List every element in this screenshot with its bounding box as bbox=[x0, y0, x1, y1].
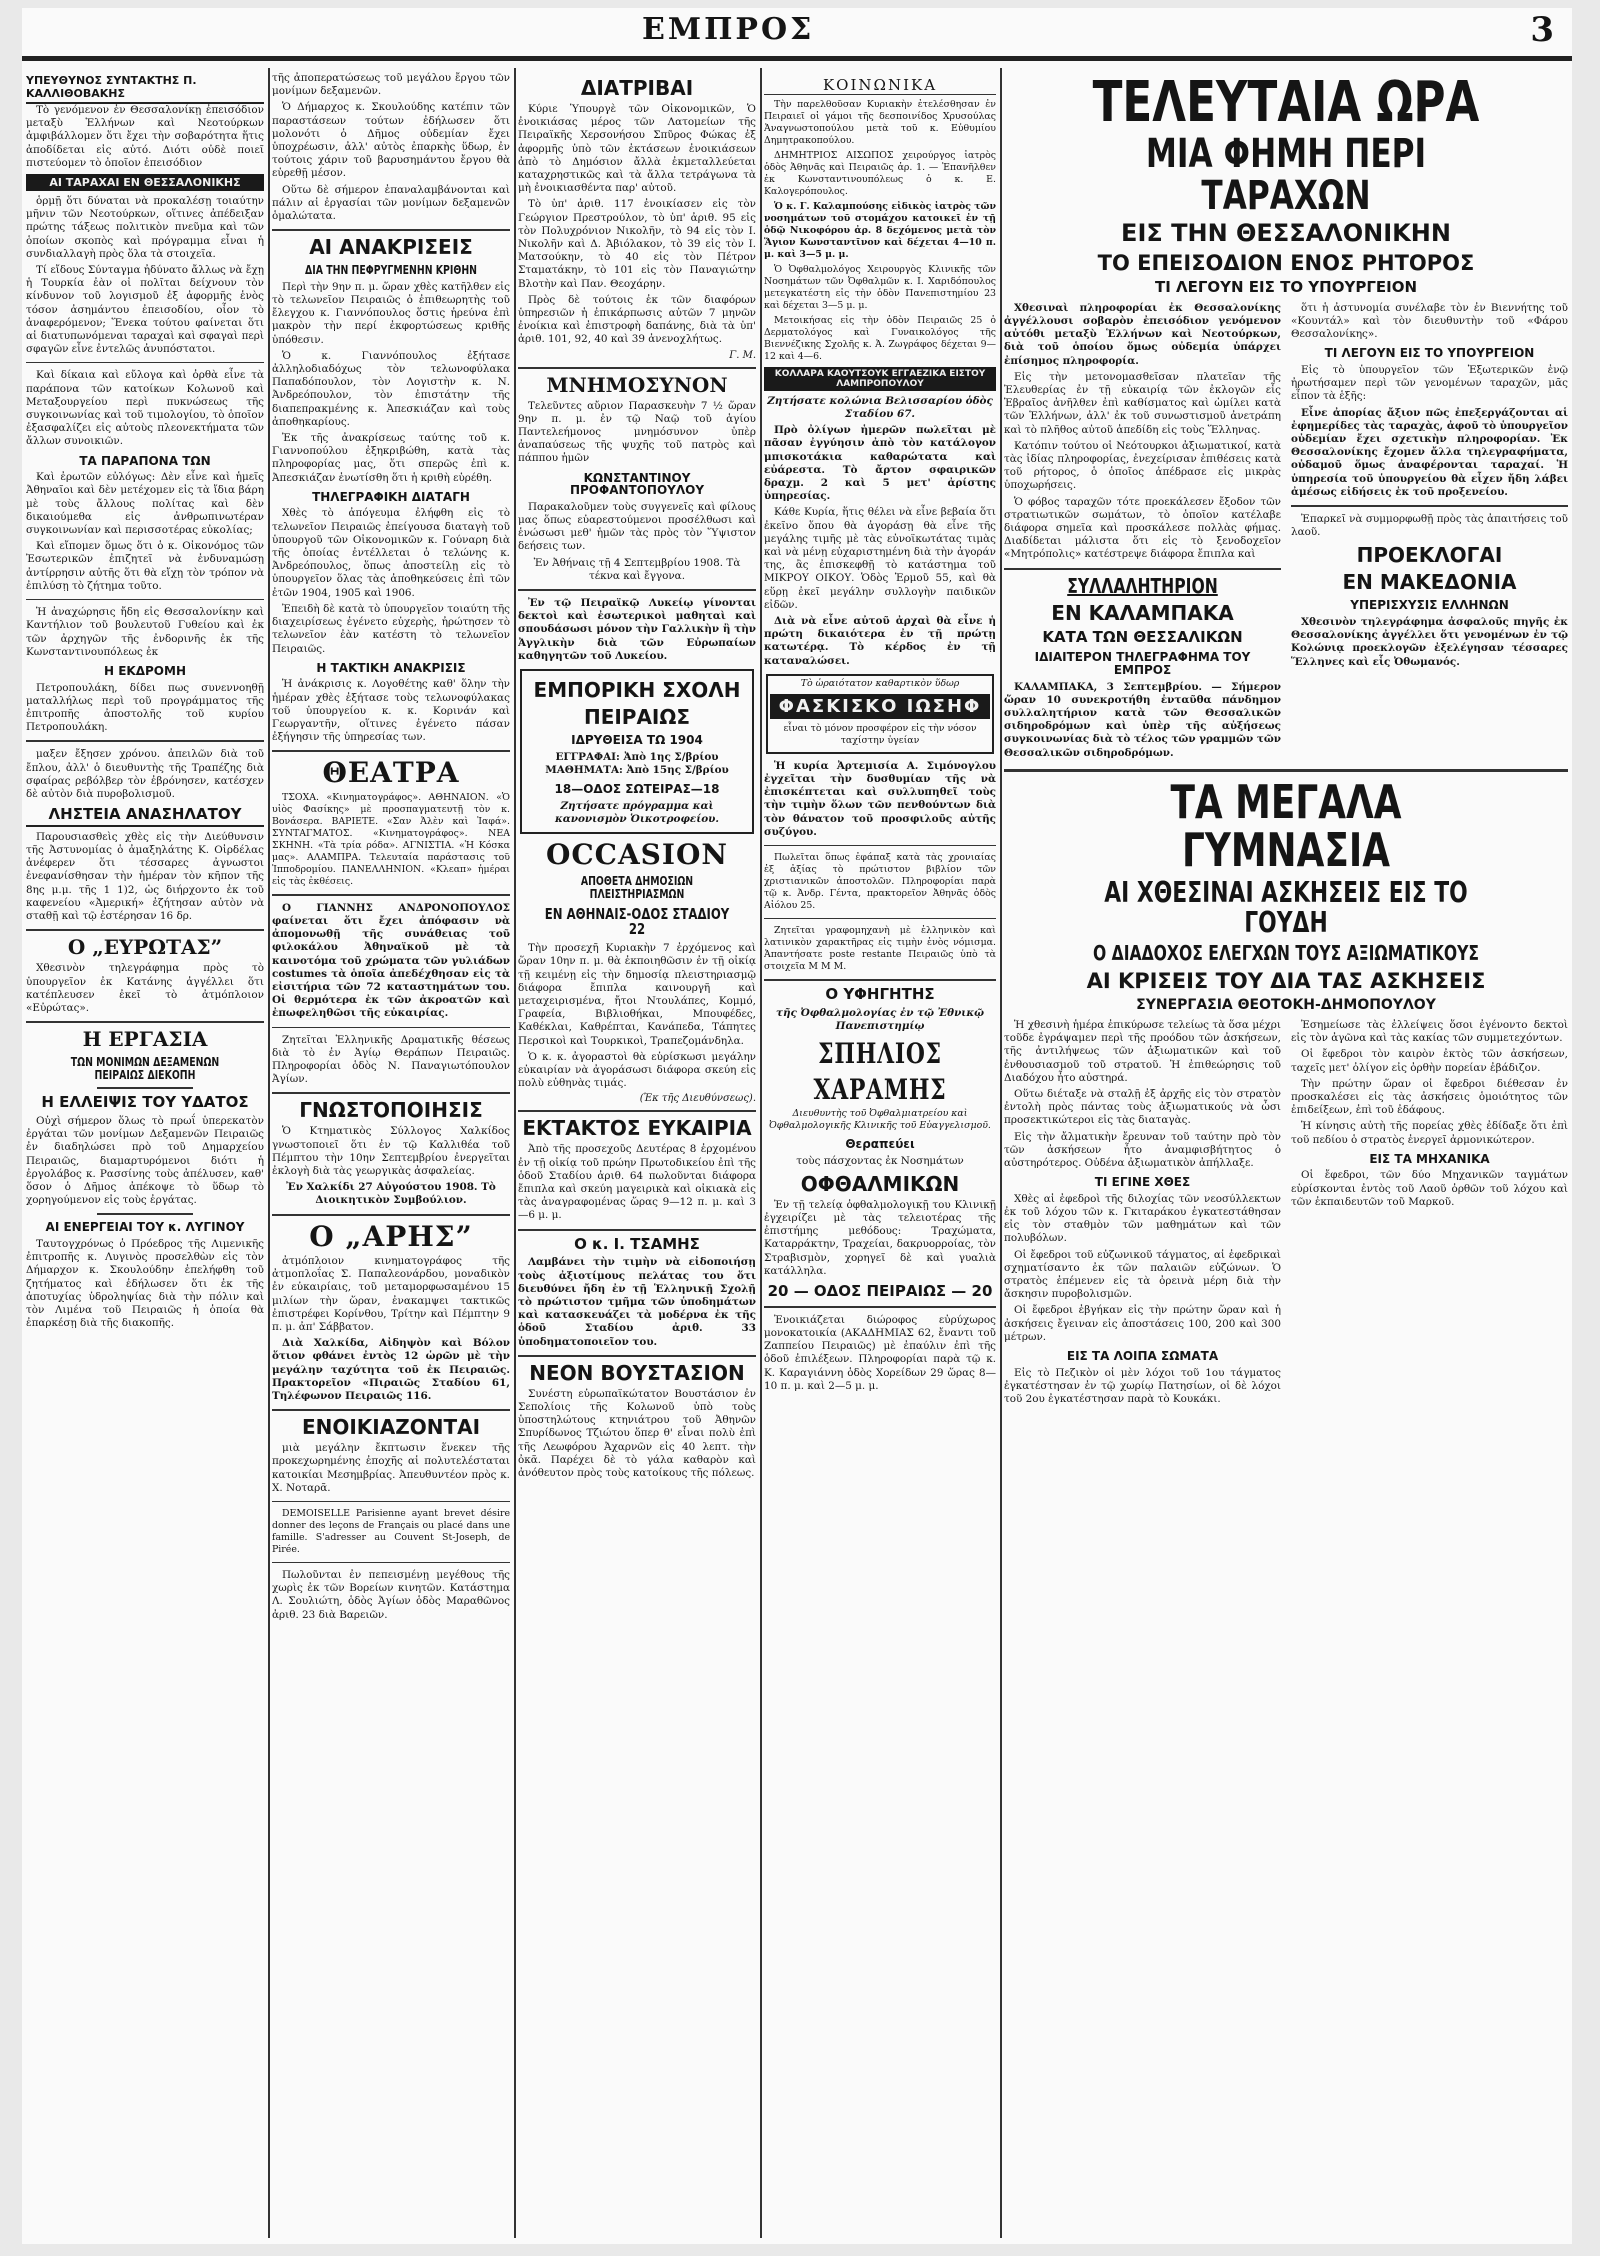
divider bbox=[1004, 568, 1281, 570]
divider bbox=[272, 1409, 510, 1411]
advertisement-text: DEMOISELLE Parisienne ayant brevet désire donner des leçons de Français ou placé dans une famille. S'adresser au Couvent St-Joseph, de Pirée. bbox=[272, 1508, 510, 1555]
ad-title: ΦΑΣΚΙΣΚΟ ΙΩΣΗΦ bbox=[770, 694, 990, 719]
doctor-treats-sub: τοὺς πάσχοντας ἐκ Νοσημάτων bbox=[796, 1154, 964, 1167]
article-paragraph: Ὁ Δήμαρχος κ. Σκουλούδης κατέπιν τῶν παραστάσεων τούτων ἐδήλωσεν ὅτι μολονότι ὁ Δῆμος οὐδεμίαν ἔχει ὑποχρέωσιν, ἀλλ' αὐτὸς ἐπαρκὴς ὕδωρ, ἐν τούτοις χάριν τοῦ βαρυσημάντου ἔργου θὰ εὑρεθῇ μέσον. bbox=[272, 101, 510, 180]
masthead bbox=[22, 8, 1572, 64]
section-heading: Ο „ΑΡΗΣ” bbox=[309, 1219, 473, 1253]
advertisement-text: Διὰ νὰ εἶνε αὐτοῦ ἀρχαὶ θὰ εἶνε ἡ πρώτη δικαιότερα ἐν τῇ πρώτῃ κατωτέρᾳ. Τὸ κέρδος ἐν τῇ καταναλώσει. bbox=[764, 615, 996, 667]
advertisement-text: Ἐν τῷ Πειραϊκῷ Λυκείῳ γίνονται δεκτοὶ καὶ ἐσωτερικοὶ μαθηταὶ καὶ σπουδάσωσι μόνον τὴν Γαλλικὴν ἢ τὴν Ἀγγλικὴν διὰ τῶν Εὐρωπαίων καθηγητῶν τοῦ Λυκείου. bbox=[518, 597, 756, 662]
article-paragraph: Κατόπιν τούτου οἱ Νεότουρκοι ἀξιωματικοί, κατὰ τὰς ἰδίας πληροφορίας, ἐνεχείρισαν ἐπιθέσεις κατὰ τοῦ ρήτορος, ὁ ὁποῖος ἀπέδρασε εἰς μικρὰς ὑποχωρήσεις. bbox=[1004, 439, 1281, 492]
divider bbox=[1291, 505, 1568, 507]
article-paragraph: Χθὲς αἱ ἐφεδροὶ τῆς διλοχίας τῶν νεοσύλλεκτων ἐκ τοῦ λόχου τῶν κ. Γκιταράκου ἐγκατεστάθησαν εἰς τὸν σταθμὸν τῶν μαθημάτων καὶ τῶν πολυβόλων. bbox=[1004, 1192, 1281, 1245]
article-paragraph: Εἰς τὴν μετονομασθεῖσαν πλατεῖαν τῆς Ἐλευθερίας ἐν τῇ εὐκαιρίᾳ τῶν ἐκλογῶν εἷς Ἑβραῖος ἀνῆλθεν ἐπὶ καθίσματος καὶ ὡμίλει κατὰ τῶν Ἑλλήνων, ἀλλ' ἐκ τοῦ συνωστισμοῦ ἀνετράπη καὶ τὸ πλῆθος αὐτοῦ ἀπεδίδη εἰς τοὺς Ἕλληνας. bbox=[1004, 370, 1281, 436]
article-paragraph: Τί εἴδους Σύνταγμα ἠδύνατο ἄλλως νὰ ἔχῃ ἡ Τουρκία ἐὰν οἱ πολῖται δείχνουν τὸν κίνδυνον τοῦ λογισμοῦ ἐξ ἀφορμῆς ἑνὸς τόσον ἀσημάντου ἐπεισοδίου, οἷον τὸ ἀναφερόμενον; Ἕνεκα τούτου φαίνεται ὅτι αἱ διατυπωνόμεναι ταραχαὶ καὶ σφαγαὶ περὶ σφαγῶν εἶνε ἐντελῶς ἀνυπόστατοι. bbox=[26, 264, 264, 356]
section-heading: Η ΤΑΚΤΙΚΗ ΑΝΑΚΡΙΣΙΣ bbox=[316, 660, 466, 675]
article-paragraph: Οἱ ἔφεδροι, τῶν δύο Μηχανικῶν ταγμάτων εὑρίσκονται ἐντὸς τοῦ Λαοῦ ὀρθῶν τοῦ λόχου καὶ τῶν ἐκπαιδευτῶν τοῦ Μαρκοῦ. bbox=[1291, 1169, 1568, 1208]
article-paragraph: Χθεσιναὶ πληροφορίαι ἐκ Θεσσαλονίκης ἀγγέλλουσι σοβαρὸν ἐπεισόδιον γενόμενον αὐτόθι μεταξὺ Ἑλλήνων καὶ Νεοτούρκων, διὰ τοῦ ὁποίου ὅμως οὐδεμία ὑπάρχει ἐπίσημος πληροφορία. bbox=[1004, 301, 1281, 367]
advertisement-text: Ζητεῖται Ἑλληνικῆς Δραματικῆς θέσεως διὰ τὸ ἐν Ἀγίῳ Θεράπων Πειραιῶς. Πληροφορίαι ὁδὸς Ν. Παναγιωτόπουλον Ἀγίων. bbox=[272, 1033, 510, 1086]
signature: Γ. Μ. bbox=[729, 349, 756, 361]
memorial-text: Τελεῦντες αὔριον Παρασκευὴν 7 ½ ὥραν 9ην π. μ. ἐν τῷ Ναῷ τοῦ ἁγίου Παντελεήμονος μνημόσυνον ὑπὲρ ἀναπαύσεως τῆς ψυχῆς τοῦ πατρὸς καὶ πάππου ἡμῶν bbox=[518, 399, 756, 465]
phaskisko-advertisement bbox=[766, 674, 994, 754]
social-item: ΔΗΜΗΤΡΙΟΣ ΑΙΣΩΠΟΣ χειρούργος ἰατρὸς ὁδὸς Ἀθηνᾶς καὶ Πειραιῶς ἀρ. 1. — Ἐπανῆλθεν ἐκ Κωνσταντινουπόλεως ὁ κ. Ε. Καλογερόπουλος. bbox=[764, 149, 996, 197]
article-paragraph: Χθεσινὸν τηλεγράφημα πρὸς τὸ ὑπουργεῖον ἐκ Κατάνης ἀγγέλλει ὅτι κατέπλευσεν ἐκεῖ τὸ ἀτμόπλοιον «Εὐρώτας». bbox=[26, 962, 264, 1014]
side-heading: ΑΙ ΤΑΡΑΧΑΙ ΕΝ ΘΕΣΣΑΛΟΝΙΚΗΣ bbox=[26, 174, 264, 191]
advertisement-text: Ἀπὸ τῆς προσεχοῦς Δευτέρας 8 ἐρχομένου ἐν τῇ οἰκίᾳ τοῦ πρώην Πρωτοδικείου ἐπὶ τῆς ὁδοῦ Σταδίου ἀριθ. 64 πωλοῦνται διάφορα ἔπιπλα καὶ σκεύη μαγειρικὰ καὶ οἰκιακὰ εἰς τὰς ἀναγραφομένας ὥρας 9—12 π. μ. καὶ 3—6 μ. μ. bbox=[518, 1143, 756, 1222]
article-paragraph: Ἡ ἀνάκρισις κ. Λογοθέτης καθ' ὅλην τὴν ἡμέραν χθὲς ἐξήτασε τοὺς τελωνοφύλακας τοῦ ὑπουργείου κ. κ. Κορινάν καὶ Γεωργαντῆν, οἵτινες ἐγένετο πάσαν ἐξήγησιν τῆς ὑπηρεσίας των. bbox=[272, 678, 510, 744]
article-paragraph: Πετροπουλάκη, δίδει πως συνεννοηθῇ ματαλλήλως περὶ τοῦ προγράμματος τῆς ἐπιτροπῆς ἀποστολῆς τοῦ κυρίου Πετροπουλάκη. bbox=[26, 681, 264, 734]
section-subheading: ΕΝ ΑΘΗΝΑΙΣ-ΟΔΟΣ ΣΤΑΔΙΟΥ 22 bbox=[544, 904, 730, 939]
subcolumn-right bbox=[1291, 302, 1568, 763]
section-heading: Η ΕΡΓΑΣΙΑ bbox=[82, 1027, 208, 1052]
doctor-subheading: τῆς Ὀφθαλμολογίας ἐν τῷ Ἐθνικῷ Πανεπιστημίῳ bbox=[775, 1006, 985, 1032]
article-paragraph: Τὴν πρώτην ὥραν οἱ ἔφεδροι διέθεσαν ἐν προσκαλέσει εἰς τὰς ἀσκήσεις ὁμοιότητος τῶν ἐπιδείξεων, ἐπὶ τοῦ ἐδάφους. bbox=[1291, 1077, 1568, 1117]
article-paragraph: Τὸ ὑπ' ἀριθ. 117 ἐνοικίασεν εἰς τὸν Γεώργιον Πρεστρούλον, τὸ ὑπ' ἀριθ. 95 εἰς τὸν Πολυχρόνιον Νικολῆν, τὸ 94 εἰς τὸν Ι. Νικολῆν καὶ Δ. Ἀβιόλακον, τὸ 39 εἰς τὸν Ι. Ματσούκην, τὸ 40 εἰς τὸν Πέτρον Σταματάκην, τὸ 101 εἰς τὸν Παναγιώτην Βλοτὴν καὶ Παν. Θεοχάρην. bbox=[518, 198, 756, 290]
article-paragraph: μαξεν ἔξησεν χρόνου. ἀπειλῶν διὰ τοῦ ἔπλου, ἀλλ' ὁ διευθυντὴς τῆς Τραπέζης διὰ σφαίρας ρεβόλβερ τὸν ἐβρόνησεν, κατέσχεν δὲ αὐτὸν διὰ πυροβολισμοῦ. bbox=[26, 748, 264, 800]
auction-text: Ὁ κ. κ. ἀγοραστοὶ θὰ εὑρίσκωσι μεγάλην εὐκαιρίαν νὰ ἀγοράσωσι διάφορα σκεύη εἰς πολὺ εὐθηνὰς τιμάς. bbox=[518, 1050, 756, 1090]
section-heading: ΠΡΟΕΚΛΟΓΑΙ bbox=[1356, 543, 1503, 568]
article-paragraph: Ἡ ἀναχώρησις ἤδη εἰς Θεσσαλονίκην καὶ Καντήλιον τοῦ βουλευτοῦ Γυθείου καὶ ἐκ τῶν ἀρχηγῶν τῆς ἐνδορινῆς ἐκ τῆς Κωνσταντινουπόλεως ἐκ bbox=[26, 606, 264, 658]
divider bbox=[26, 599, 264, 600]
section-heading: Ο „ΕΥΡΩΤΑΣ” bbox=[67, 935, 223, 960]
headline-crown-prince: Ο ΔΙΑΔΟΧΟΣ ΕΛΕΓΧΩΝ ΤΟΥΣ ΑΞΙΩΜΑΤΙΚΟΥΣ bbox=[1092, 941, 1480, 966]
school-advertisement bbox=[520, 669, 754, 834]
advertisement-text: ἀτμόπλοιον κινηματογράφος τῆς ἀτμοπλοΐας Σ. Παπαλεονάρδου, μοναδικὸν ἐν εὐκαιρίαις, τοῦ μεταμορφωσαμένου 15 μιλίων τὴν ὥραν, ἐνακαμψει τακτικῶς ἐπιστρέφει Κορίνθου, Τρίτην καὶ Πέμπτην 9 π. μ. ἀπ' Σάββατον. bbox=[272, 1254, 510, 1333]
article-paragraph: τῆς ἀποπερατώσεως τοῦ μεγάλου ἔργου τῶν μονίμων δεξαμενῶν. bbox=[272, 72, 510, 98]
article-paragraph: Εἰς τὸ Πεζικὸν οἱ μὲν λόχοι τοῦ 1ου τάγματος ἐγκατέστησαν ἐν τῷ χωρίῳ Πατησίων, οἱ δὲ λόχοι τοῦ 2ου ἐγκατέστησαν παρὰ τὸ Κουκάκι. bbox=[1004, 1366, 1281, 1405]
article-paragraph: Χθεσινὸν τηλεγράφημα ἀσφαλοῦς πηγῆς ἐκ Θεσσαλονίκης ἀγγέλλει ὅτι γενομένων ἐν τῷ Κολώνιᾳ προεκλογῶν ἐξελέγησαν τέσσαρες Ἕλληνες καὶ εἷς Ὀθωμανός. bbox=[1291, 616, 1568, 668]
article-paragraph: Πρὸς δὲ τούτοις ἐκ τῶν διαφόρων ὑπηρεσιῶν ἡ ἐπικάρπωσις αὐτῶν 7 μηνῶν ἐνοίκια καὶ ἐπιστροφὴ δαπάνης, διὰ τὰ ὑπ' ἀριθ. 101, 92, 40 καὶ 39 ἀνενοχλήτως. bbox=[518, 293, 756, 346]
advertisement-text: Πωλοῦνται ἐν πεπεισμένῃ μεγέθους τῆς χωρὶς ἐκ τῶν Βορείων κινητῶν. Κατάστημα Λ. Σουλιώτη, ὁδὸς Ἀγίων ὁδὸς Μαραθῶνος ἀριθ. 23 διὰ Βαρειῶν. bbox=[272, 1569, 510, 1621]
article-paragraph: Οὕτω δὲ σήμερον ἐπαναλαμβάνονται καὶ πάλιν αἱ ἐργασίαι τῶν μονίμων δεξαμενῶν ὁμαλώτατα. bbox=[272, 183, 510, 223]
divider bbox=[764, 918, 996, 919]
section-heading: Ο κ. Ι. ΤΣΑΜΗΣ bbox=[574, 1234, 700, 1253]
divider bbox=[764, 1306, 996, 1308]
divider bbox=[26, 362, 264, 363]
headline-episode: ΤΟ ΕΠΕΙΣΟΔΙΟΝ ΕΝΟΣ ΡΗΤΟΡΟΣ bbox=[1097, 250, 1475, 275]
two-column-block bbox=[1004, 1019, 1568, 1409]
divider bbox=[97, 1087, 192, 1089]
advertisement-text: Πρὸ ὀλίγων ἡμερῶν πωλεῖται μὲ πᾶσαν ἐγγύησιν ἀπὸ τὸν κατάλογον μπισκοτάκια καθαρώτατα καὶ εὐάρεστα. Τὸ ἄρτον σφαιρικῶν δραχμ. 2 καὶ 5 μετ' ἀρίστης ὑπηρεσίας. bbox=[764, 424, 996, 503]
social-item: Μετοικήσας εἰς τὴν ὁδὸν Πειραιῶς 25 ὁ Δερματολόγος καὶ Γυναικολόγος τῆς Βιεννέζικης Σχολῆς κ. Ἀ. Ζωγράφος δέχεται 9—12 καὶ 4—6. bbox=[764, 314, 996, 362]
side-heading: ΤΑ ΠΑΡΑΠΟΝΑ ΤΩΝ bbox=[79, 453, 211, 468]
doctor-address: 20 — ΟΔΟΣ ΠΕΙΡΑΙΩΣ — 20 bbox=[767, 1281, 993, 1300]
article-paragraph: Χθὲς τὸ ἀπόγευμα ἐλήφθη εἰς τὸ τελωνεῖον Πειραιῶς ἐπείγουσα διαταγὴ τοῦ ὑπουργοῦ τῶν Οἰκονομικῶν κ. Γούναρη διὰ τῆς ὁποίας ἐντέλλεται ὁ τελώνης κ. Ἀνδρεόπουλος, ὅπως ἀποστείλῃ εἰς τὸ ὑπουργεῖον ὅλας τὰς ἀποθηκεύσεις ἐπὶ τῶν ἐτῶν 1904, 1905 καὶ 1906. bbox=[272, 507, 510, 599]
divider bbox=[272, 894, 510, 896]
divider bbox=[518, 589, 756, 591]
column-rule bbox=[514, 68, 516, 2238]
advertisement-text: Ο ΓΙΑΝΝΗΣ ΑΝΔΡΟΝΟΠΟΥΛΟΣ φαίνεται ὅτι ἔχει ἀπόφασιν νὰ ἀπομονωθῇ τῆς συνάθειας τοῦ φιλοκάλου Ἀθηναϊκοῦ μὲ τὰ καινοτόμα τοῦ χρώματα τῶν γυλιάδων costumes τὰ ὁποῖα ἀπεδέχθησαν εἰς τὰ εἰσιτήρια τῶν 72 καταστημάτων του. Οἱ θερμότερα ἐκ τῶν ἀκροατῶν καὶ ἐπωφεληθῶσι τῆς εὐκαιρίας. bbox=[272, 901, 510, 1020]
advertisement-text: Πωλεῖται ὅπως ἐφάπαξ κατὰ τὰς χρονιαίας ἐξ ἀξίας τὸ πρώτιστον βιβλίον τῶν χριστιανικῶν ἀποστολῶν. Πληροφορίαι παρὰ τῷ κ. Ἀνδρ. Γέντα, πρακτορεῖον Ἀθηνᾶς ὁδὸς Αἰόλου 25. bbox=[764, 852, 996, 912]
article-paragraph: Οἱ ἔφεδροι ἐβγήκαν εἰς τὴν πρώτην ὥραν καὶ ἡ ἀσκήσεις ἔγειναν εἰς ἀποστάσεις 100, 200 καὶ 300 μέτρων. bbox=[1004, 1304, 1281, 1343]
page-number: 3 bbox=[1530, 10, 1554, 50]
article-paragraph: Ταυτογχρόνως ὁ Πρόεδρος τῆς Λιμενικῆς ἐπιτροπῆς κ. Λυγινὸς προσελθὼν εἰς τὸν Δήμαρχον κ. Σκουλούδην ἐπελήφθη τοῦ ζητήματος καὶ ἐδήλωσεν ὅτι ἐκ τῆς ἀποτυχίας ὑδροληψίας διὰ τὴν πόλιν καὶ τὸν Λιμένα τοῦ Πειραιῶς ἡ ὁποία θὰ ἐπαρκέσῃ διὰ τῆς διακοπῆς. bbox=[26, 1238, 264, 1330]
divider bbox=[764, 979, 996, 981]
article-paragraph: ΚΑΛΑΜΠΑΚΑ, 3 Σεπτεμβρίου. — Σήμερον ὥραν 10 συνεκροτήθη ἐνταῦθα πάνδημον συλλαλητήριον κατὰ τῶν Θεσσαλικῶν σιδηροδρόμων καὶ ὑπὲρ τῆς αὐξήσεως συγκοινωνίας διὰ τὸ τέλος τῶν γραμμῶν τῶν Θεσσαλικῶν σιδηροδρόμων. bbox=[1004, 680, 1281, 759]
advertisement-text: Ζητεῖται γραφομηχανὴ μὲ ἑλληνικὸν καὶ λατινικὸν χαρακτῆρας εἰς τιμὴν ἑνὸς νόμισμα. Ἀπαντήσατε poste restante Πειραιῶς ὑπὸ τὰ στοιχεῖα Μ Μ Μ. bbox=[764, 925, 996, 973]
column-2 bbox=[272, 72, 510, 2238]
article-paragraph: Οὐχὶ σήμερον ὅλως τὸ πρωΐ ὑπερεκατὸν ἐργάται τῶν μονίμων Δεξαμενῶν Πειραιῶς ἐν διαδηλώσει πρὸ τοῦ Δημαρχείου Πειραιῶς, διαμαρτυρόμενοι διότι ἡ ἐργολάβος κ. Ρασσίνης τοὺς ἀπέλυσεν, καθ' ὅσον ὁ Δῆμος ἀπέκοψε τὸ ὕδωρ τὸ χορηγούμενον εἰς τοὺς ἐργάτας. bbox=[26, 1115, 264, 1207]
article-paragraph: Οὕτω διέταξε νὰ σταλῇ ἐξ ἀρχῆς εἰς τὸν στρατὸν ἐντολὴ πρὸς πάντας τοὺς ἀξιωματικούς νὰ ὦσι προσεκτικώτεροι εἰς τὰς διαταγὰς. bbox=[1004, 1087, 1281, 1127]
divider bbox=[272, 1027, 510, 1028]
advertisement-text: Λαμβάνει τὴν τιμὴν νὰ εἰδοποιήσῃ τοὺς ἀξιοτίμους πελάτας του ὅτι διευθύνει ἤδη ἐν τῇ Ἑλληνικῇ Σχολῇ τὸ πρώτιστον τμῆμα τῶν ὑποδημάτων καὶ κατασκευάζει τὰ μοδέρνα ἐκ τῆς ὁδοῦ Σταδίου ἀριθ. 33 ὑποδηματοποιεῖον του. bbox=[518, 1256, 756, 1348]
article-paragraph: Ἡ κίνησις αὐτὴ τῆς πορείας χθὲς ἐδίδαξε ὅτι ἐπὶ τοῦ πεδίου ὁ στρατὸς ἐνεργεῖ ἀρμονικώτερον. bbox=[1291, 1120, 1568, 1146]
section-subheading: ΙΔΙΑΙΤΕΡΟΝ ΤΗΛΕΓΡΑΦΗΜΑ ΤΟΥ ΕΜΠΡΟΣ bbox=[1034, 650, 1251, 677]
subcolumn-right bbox=[1291, 1019, 1568, 1409]
section-subheading: ΚΑΤΑ ΤΩΝ ΘΕΣΣΑΛΙΚΩΝ bbox=[1042, 627, 1243, 646]
headline-judgements: ΑΙ ΚΡΙΣΕΙΣ ΤΟΥ ΔΙΑ ΤΑΣ ΑΣΚΗΣΕΙΣ bbox=[1086, 969, 1486, 994]
section-heading: ΕΝ ΜΑΚΕΔΟΝΙΑ bbox=[1342, 570, 1517, 595]
doctor-heading: Ο ΥΦΗΓΗΤΗΣ bbox=[825, 985, 935, 1004]
masthead-rule bbox=[22, 56, 1572, 61]
two-column-block bbox=[1004, 302, 1568, 763]
section-heading: Η ΕΛΛΕΙΨΙΣ ΤΟΥ ΥΔΑΤΟΣ bbox=[41, 1093, 249, 1112]
subcolumn-left bbox=[1004, 1019, 1281, 1409]
article-paragraph: Καὶ εἴπομεν ὅμως ὅτι ὁ κ. Οἰκονόμος τῶν Ἐσωτερικῶν ἐπιζητεῖ νὰ ἐνδυναμώσῃ ἀντίρρησιν αὐτῆς ὅτι θὰ εἴχῃ τὸν τρόπον νὰ ἐπιλύσῃ τὸ ζήτημα τοῦτο. bbox=[26, 540, 264, 592]
article-paragraph: Καὶ ἐρωτῶν εὐλόγως: Δὲν εἶνε καὶ ἡμεῖς Ἀθηναῖοι καὶ δὲν μετέχομεν εἰς τὰ ἴδια βάρη μὲ τοὺς ἄλλους πολίτας καὶ δὲν δικαιούμεθα εἰς ἀνθρωπινωτέραν συγκοινωνίαν καὶ περισσοτέρας εὐκολίας; bbox=[26, 471, 264, 537]
advertisement-text: Κάθε Κυρία, ἥτις θέλει νὰ εἶνε βεβαία ὅτι ἐκεῖνο ὅπου θὰ ἀγοράσῃ θὰ εἶνε τῆς μεγάλης τιμῆς μὲ τὰς εὐνοϊκωτάτας τιμὰς καὶ νὰ μένῃ εὐχαριστημένη διὰ τὴν ἀγοράν της, ἂς ἐπισκεφθῇ τὸ κατάστημα τοῦ ΜΙΚΡΟΥ ΟΙΚΟΥ. Ὁδὸς Ἑρμοῦ 55, καὶ θὰ εὕρῃ ἐκεῖ μεγάλην συλλογὴν παιδικῶν εἰδῶν. bbox=[764, 506, 996, 611]
divider bbox=[272, 1214, 510, 1216]
advertisement-text: Ἐνοικιάζεται διώροφος εὐρύχωρος μονοκατοικία (ΑΚΑΔΗΜΙΑΣ 62, ἔναντι τοῦ Ζαππείου Πειραιῶς) μὲ ἐπαύλιν ἐπὶ τῆς ὁδοῦ ἐπιλέξεων. Πληροφορίαι παρὰ τῷ κ. Κ. Καραγιάννη ὁδὸς Χορείδων 29 ὥρας 8—10 π. μ. καὶ 2—5 μ. μ. bbox=[764, 1313, 996, 1392]
divider bbox=[272, 1562, 510, 1563]
divider bbox=[518, 1229, 756, 1231]
article-paragraph: Ἐσημείωσε τὰς ἐλλείψεις ὅσοι ἐγένοντο δεκτοὶ εἰς τὸν ἀγῶνα καὶ τὰς κακίας τῶν συμμετεχόντων. bbox=[1291, 1018, 1568, 1045]
divider bbox=[764, 845, 996, 846]
column-4 bbox=[764, 72, 996, 2238]
section-subheading: ΤΩΝ ΜΟΝΙΜΩΝ ΔΕΞΑΜΕΝΩΝ ΠΕΙΡΑΙΩΣ ΔΙΕΚΟΠΗ bbox=[70, 1055, 220, 1082]
divider bbox=[518, 1355, 756, 1357]
section-heading: ΤΗΛΕΓΡΑΦΙΚΗ ΔΙΑΤΑΓΗ bbox=[312, 489, 470, 504]
section-heading: ΕΝ ΚΑΛΑΜΠΑΚΑ bbox=[1051, 600, 1234, 625]
school-registration: ΕΓΓΡΑΦΑΙ: Ἀπὸ 1ης Σ/βρίου ΜΑΘΗΜΑΤΑ: Ἀπὸ 15ης Σ/βρίου bbox=[545, 750, 729, 776]
section-heading: ΜΝΗΜΟΣΥΝΟΝ bbox=[546, 372, 728, 397]
section-heading: ΕΙΣ ΤΑ ΜΗΧΑΝΙΚΑ bbox=[1369, 1151, 1490, 1166]
doctor-title: Διευθυντὴς τοῦ Ὀφθαλμιατρείου καὶ Ὀφθαλμολογικῆς Κλινικῆς τοῦ Εὐαγγελισμοῦ. bbox=[769, 1107, 991, 1131]
section-heading: ΣΥΛΛΑΛΗΤΗΡΙΟΝ bbox=[1067, 573, 1218, 598]
newspaper-page bbox=[22, 8, 1572, 2244]
section-heading: ΕΙΣ ΤΑ ΛΟΙΠΑ ΣΩΜΑΤΑ bbox=[1066, 1348, 1219, 1363]
school-city: ΠΕΙΡΑΙΩΣ bbox=[583, 705, 691, 730]
section-heading: ΚΟΙΝΩΝΙΚΑ bbox=[764, 78, 996, 95]
ad-bottomline: εἶναι τὸ μόνον προσφέρον εἰς τὴν νόσον ταχίστην ὑγείαν bbox=[783, 722, 977, 746]
article-paragraph: Οἱ ἔφεδροι τοῦ εὐζωνικοῦ τάγματος, αἱ ἐφεδρικαὶ σχηματίσαντο ἐκ τῶν παλαιῶν εὐζώνων. Ὁ στρατὸς ἐπέμενεν εἰς τὰ ὀρεινὰ μέρη διὰ τὴν ἄσκησιν πυροβολισμῶν. bbox=[1004, 1248, 1281, 1301]
headline-ministry: ΤΙ ΛΕΓΟΥΝ ΕΙΣ ΤΟ ΥΠΟΥΡΓΕΙΟΝ bbox=[1154, 278, 1418, 297]
divider bbox=[518, 367, 756, 369]
article-paragraph: Παρουσιασθεὶς χθὲς εἰς τὴν Διεύθυνσιν τῆς Ἀστυνομίας ὁ ἀμαξηλάτης Κ. Οἰρδέλας ἀνέφερεν ὅτι τέσσαρες ἀγνωστοι ἐνεφανίσθησαν τὴν ἡμέραν τὸν κῆπον τῆς 8ης μ.μ. τῆς 1 1)2, ὡς διήρχοντο ἐκ τοῦ καφενείου «Ἀμερική» ἐζήτησαν αὐτὸν νὰ σταθῇ καὶ τῷ ἐστέρησαν 16 δρ. bbox=[26, 830, 264, 923]
section-subheading: ΥΠΕΡΙΣΧΥΣΙΣ ΕΛΛΗΝΩΝ bbox=[1350, 598, 1509, 613]
section-heading: ΝΕΟΝ ΒΟΥΣΤΑΣΙΟΝ bbox=[529, 1360, 745, 1385]
headline-cooperation: ΣΥΝΕΡΓΑΣΙΑ ΘΕΟΤΟΚΗ-ΔΗΜΟΠΟΥΛΟΥ bbox=[1136, 997, 1436, 1014]
column-1 bbox=[26, 72, 264, 2238]
article-paragraph: Ἐπειδὴ δὲ κατὰ τὸ ὑπουργεῖον τοιαύτη τῆς διαχειρίσεως ἐγένετο εὐχερὴς, ἠρώτησεν τὸ τελωνεῖον ἐὰν κατέστη τὸ τελωνεῖον Πειραιῶς. bbox=[272, 602, 510, 655]
memorial-text: Παρακαλοῦμεν τοὺς συγγενεῖς καὶ φίλους μας ὅπως εὐαρεστούμενοι προσέλθωσι καὶ ἑνώσωσι μεθ' ἡμῶν τὰς πρὸς τὸν Ὕψιστον δεήσεις των. bbox=[518, 500, 756, 553]
notice-text: Ὁ Κτηματικὸς Σύλλογος Χαλκίδος γνωστοποιεῖ ὅτι ἐν τῷ Καλλιθέα τοῦ Πέμπτου τὴν 10ην Σεπτεμβρίου ἐνεργεῖται ἐκλογὴ διὰ τὰς γεωργικὰς ἀσφαλείας. bbox=[272, 1125, 510, 1177]
masthead-title: ΕΜΠΡΟΣ bbox=[642, 12, 815, 47]
section-heading: ΤΙ ΕΓΙΝΕ ΧΘΕΣ bbox=[1094, 1175, 1191, 1190]
article-paragraph: Ὁ φόβος ταραχῶν τότε προεκάλεσεν ἔξοδον τῶν στρατιωτικῶν σωμάτων, τὸ ὁποῖον κατέλαβε διάφορα σημεῖα καὶ προσκάλεσε πολλὰς φήμας. Διαδίδεται μάλιστα ὅτι εἰς τὸ ξενοδοχεῖον «Μητρόπολις» κατέστρεψε διάφορα ἔπιπλα καὶ bbox=[1004, 495, 1281, 561]
school-address: 18—ΟΔΟΣ ΣΩΤΕΙΡΑΣ—18 bbox=[554, 782, 720, 797]
thanks-notice: Ἡ κυρία Ἀρτεμισία Α. Σιμόνογλου ἐγχεῖται τὴν δυσθυμίαν τῆς νὰ ἐπισκέπτεται καὶ συλλυπηθεῖ τοὺς τὴν τιμὴν ὅλων τῶν πενθούντων διὰ τὸν θάνατον τοῦ προσφιλοῦς αὐτῆς συζύγου. bbox=[764, 759, 996, 838]
divider bbox=[26, 1021, 264, 1023]
column-rule bbox=[760, 68, 762, 2238]
social-item: Ὁ κ. Γ. Καλαμπούσης εἰδικὸς ἰατρὸς τῶν νοσημάτων τοῦ στομάχου κατοικεῖ ἐν τῇ ὁδῷ Νικοφόρου ἀρ. 8 δεχόμενος μετὰ τὸν Ἅγιον Κωνσταντῖνον καὶ δέχεται 4—10 π. μ. καὶ 3—5 μ. μ. bbox=[764, 200, 996, 260]
divider bbox=[97, 1213, 192, 1215]
advertisement-text: μιὰ μεγάλην ἔκπτωσιν ἕνεκεν τῆς προκεχωρημένης ἐποχῆς αἱ πολυτελέσταται κατοικίαι Μεσημβρίας. Ἀπευθυντέον πρὸς κ. Χ. Νοταρᾶ. bbox=[272, 1442, 510, 1494]
section-heading: ΕΝΟΙΚΙΑΖΟΝΤΑΙ bbox=[301, 1415, 481, 1440]
social-item: Τὴν παρελθοῦσαν Κυριακὴν ἐτελέσθησαν ἐν Πειραιεῖ οἱ γάμοι τῆς δεσποινίδος Χρυσούλας Ἀναγνωστοπούλου μετὰ τοῦ κ. Εὐθυμίου Δημητρακοπούλου. bbox=[764, 98, 996, 146]
school-founded: ΙΔΡΥΘΕΙΣΑ ΤΩ 1904 bbox=[571, 733, 703, 748]
doctor-specialty: ΟΦΘΑΛΜΙΚΩΝ bbox=[800, 1171, 960, 1196]
school-title: ΕΜΠΟΡΙΚΗ ΣΧΟΛΗ bbox=[533, 678, 741, 703]
memorial-name: ΚΩΝΣΤΑΝΤΙΝΟΥ ΠΡΟΦΑΝΤΟΠΟΥΛΟΥ bbox=[569, 470, 705, 498]
section-heading: ΤΙ ΛΕΓΟΥΝ ΕΙΣ ΤΟ ΥΠΟΥΡΓΕΙΟΝ bbox=[1324, 346, 1535, 361]
section-subheading: ΑΠΟΘΕΤΑ ΔΗΜΟΣΙΩΝ ΠΛΕΙΣΤΗΡΙΑΣΜΩΝ bbox=[580, 874, 694, 902]
article-paragraph: Ἐπαρκεῖ νὰ συμμορφωθῇ πρὸς τὰς ἀπαιτήσεις τοῦ λαοῦ. bbox=[1291, 513, 1568, 539]
article-paragraph: Εἶνε ἀπορίας ἄξιον πῶς ἐπεξεργάζονται αἱ ἐφημερίδες τὰς ταραχὰς, ἀφοῦ τὸ ὑπουργεῖον οὐδεμίαν ἔχει σχετικὴν πληροφορίαν. Ἐκ Θεσσαλονίκης ἔχομεν ἄλλα τηλεγραφήματα, οὐδαμοῦ ὅμως ἀναφέρονται ταραχαί. Ἡ ὑπηρεσία τοῦ ὑπουργείου θὰ εἶχεν ἤδη λάβει ἀμέσως εἰδήσεις ἐκ τοῦ προξενείου. bbox=[1291, 406, 1568, 498]
article-paragraph: Καὶ δίκαια καὶ εὔλογα καὶ ὀρθὰ εἶνε τὰ παράπονα τῶν κατοίκων Κολωνοῦ καὶ Μεταξουργείου περὶ πυκνώσεως τῆς συγκοινωνίας καὶ τοῦ τιμολογίου, τὸ ὁποῖον ἐξασφαλίζει εἰς αὐτοὺς πλεονεκτήματα τῶν ἄλλων συνοικιῶν. bbox=[26, 369, 264, 448]
ad-subline: Ζητήσατε κολώνια Βελισσαρίου ὁδὸς Σταδίου 67. bbox=[767, 394, 993, 420]
section-heading: OCCASION bbox=[546, 838, 728, 872]
column-3 bbox=[518, 72, 756, 2238]
theatre-listings: ΤΣΟΧΑ. «Κινηματογράφος». ΑΘΗΝΑΙΟΝ. «Ὁ υἱὸς Φασίκης» μὲ προσπαγματευτῇ τὸν κ. Βονάσερα. ΒΑΡΙΕΤΕ. «Σαν Ἀλὲν καὶ Ἰαφά». ΣΥΝΤΑΓΜΑΤΟΣ. «Κινηματογράφος». ΝΕΑ ΣΚΗΝΗ. «Τὰ τρία ρόδα». ΑΓΝΙΣΤΙΑ. «Ἡ Κόσκα μας». ΑΛΑΜΠΡΑ. Τελευταία παράστασις τοῦ Ἰπποδρομίου. ΠΑΝΕΛΛΗΝΙΟΝ. «Κλεαπ» ἡμέραι εἰς τὰς ἐκθέσεις. bbox=[272, 791, 510, 887]
article-paragraph: Εἰς τὴν ἄλματικὴν ἔρευναν τοῦ ταύτην πρὸ τὸν τῶν ἀσκήσεων ἦτο ἀναμφισβήτητος ὁ αὐστηρότερος. Οὐδένα ἀξιωματικὸν ἀπήλλαξε. bbox=[1004, 1130, 1281, 1169]
headline-thessaloniki: ΕΙΣ ΤΗΝ ΘΕΣΣΑΛΟΝΙΚΗΝ bbox=[1121, 218, 1451, 247]
ad-banner: ΚΟΛΛΑΡΑ ΚΑΟΥΤΣΟΥΚ ΕΓΓΑΕΖΙΚΑ ΕΙΣΤΟΥ ΛΑΜΠΡΟΠΟΥΛΟΥ bbox=[764, 367, 996, 391]
editor-byline: ΥΠΕΥΘΥΝΟΣ ΣΥΝΤΑΚΤΗΣ Π. ΚΑΛΛΙΘΟΒΑΚΗΣ bbox=[26, 72, 264, 104]
divider bbox=[272, 750, 510, 752]
article-paragraph: Οἱ ἔφεδροι τὸν καιρὸν ἐκτὸς τῶν ἀσκήσεων, ταχεῖς μετ' ὀλίγον εἰς ὀρθὴν πορείαν ἐβάδιζον. bbox=[1291, 1048, 1568, 1074]
social-item: Ὁ Ὀφθαλμολόγος Χειρουργὸς Κλινικῆς τῶν Νοσημάτων τῶν Ὀφθαλμῶν κ. Ι. Χαριδόπουλος μετεγκατέστη εἰς τὴν ὁδὸν Πανεπιστημίου 23 καὶ δέχεται 3—5 μ. μ. bbox=[764, 263, 996, 311]
divider bbox=[518, 1110, 756, 1112]
headline-rumour: ΜΙΑ ΦΗΜΗ ΠΕΡΙ ΤΑΡΑΧΩΝ bbox=[1145, 130, 1427, 219]
divider bbox=[1004, 769, 1568, 772]
divider bbox=[272, 1092, 510, 1094]
subcolumn-left bbox=[1004, 302, 1281, 763]
section-heading: ΕΚΤΑΚΤΟΣ ΕΥΚΑΙΡΙΑ bbox=[522, 1116, 752, 1141]
headline-last-hour: ΤΕΛΕΥΤΑΙΑ ΩΡΑ bbox=[1092, 72, 1480, 135]
article-paragraph: Εἰς τὸ ὑπουργεῖον τῶν Ἐξωτερικῶν ἐνῷ ἠρωτήσαμεν περὶ τῶν γενομένων ταραχῶν, μᾶς εἶπον τὰ ἑξῆς: bbox=[1291, 363, 1568, 403]
advertisement-text: Διὰ Χαλκίδα, Αἰδηψὸν καὶ Βόλον ὅτιον φθάνει ἐντὸς 12 ὡρῶν μὲ τὴν μεγάλην ταχύτητα τοῦ ἐκ Πειραιῶς. Πρακτορεῖον «Πιραιῶς Σταδίου 61, Τηλέφωνον Πειραιῶς 116. bbox=[272, 1337, 510, 1402]
column-5 bbox=[1004, 72, 1568, 2238]
section-heading: ΓΝΩΣΤΟΠΟΙΗΣΙΣ bbox=[299, 1098, 483, 1123]
article-paragraph: Ἐκ τῆς ἀνακρίσεως ταύτης τοῦ κ. Γιαννοπούλου ἐξηκριβώθη, κατὰ τὰς πληροφορίας μας, ὅτι σπερῶς ἐπὶ κ. Ἀπεσκιάζαν ἐνωτίσθη ὅτι ἡ κριθὴ εὑρέθη. bbox=[272, 432, 510, 484]
article-paragraph: ὁρμῇ ὅτι δύναται νὰ προκαλέσῃ τοιαύτην μῆνιν τῶν Νεοτούρκων, οἵτινες ἀπέδειξαν πρώτης τάξεως πολιτικὸν πνεῦμα καὶ τῶν ὁποίων σκοπὸς καὶ πρόγραμμα εἶναι ἡ συνδιαλλαγὴ πρὸς ὅλα τὰ στοιχεῖα. bbox=[26, 195, 264, 260]
column-rule bbox=[268, 68, 270, 2238]
doctor-treats: Θεραπεύει bbox=[845, 1136, 915, 1151]
section-heading: ΑΙ ΕΝΕΡΓΕΙΑΙ ΤΟΥ κ. ΛΥΓΙΝΟΥ bbox=[45, 1220, 245, 1235]
article-paragraph: Περὶ τὴν 9ην π. μ. ὥραν χθὲς κατῆλθεν εἰς τὸ τελωνεῖον Πειραιῶς ὁ ἐπιθεωρητὴς τοῦ ἔλεγχου κ. Γιαννόπουλος ὅστις ἠρεύνα ἐπὶ μακρὸν τὴν περί ἐκφορτώσεως κριθῆς ὑπόθεσιν. bbox=[272, 280, 510, 346]
doctor-surname: ΧΑΡΑΜΗΣ bbox=[813, 1072, 947, 1106]
notice-signature: Ἐν Χαλκίδι 27 Αὐγούστου 1908. Τὸ Διοικητικὸν Συμβούλιον. bbox=[286, 1181, 496, 1207]
divider bbox=[26, 740, 264, 742]
memorial-date: Ἐν Ἀθήναις τῇ 4 Σεπτεμβρίου 1908. Τὰ τέκνα καὶ ἔγγονα. bbox=[533, 556, 741, 582]
article-paragraph: Τὸ γενόμενον ἐν Θεσσαλονίκῃ ἐπεισόδιον μεταξὺ Ἑλλήνων καὶ Νεοτούρκων ἀμφιβάλλομεν ὅτι ἔχει τὴν σοβαρότητα ἥτις ἀποδίδεται εἰς αὐτό. Διότι οὐδὲ ποιεῖ πιστεύομεν τὸ ὁποῖον ἐπεισόδιον bbox=[26, 104, 264, 169]
section-subheading: ΔΙΑ ΤΗΝ ΠΕΦΡΥΓΜΕΝΗΝ ΚΡΙΘΗΝ bbox=[304, 263, 478, 278]
school-note: Ζητήσατε πρόγραμμα καὶ κανονισμὸν Ὁικοτροφείου. bbox=[555, 799, 719, 825]
article-paragraph: Ὁ κ. Γιαννόπουλος ἐξήτασε ἀλληλοδιαδόχως τὸν τελωνοφύλακα Παπαδόπουλον, τὸν Λογιστὴν κ. Ν. Ἀνδρεόπουλον, τὸν ἐπιστάτην τῆς διαπεπρακμένης κ. Ἀπεσκιάζαν καὶ τοὺς ἀποθηκαρίους. bbox=[272, 349, 510, 428]
signature: (Ἐκ τῆς Διευθύνσεως). bbox=[639, 1093, 756, 1105]
column-rule bbox=[1000, 68, 1002, 2238]
ad-topline: Τὸ ὡραιότατον καθαρτικὸν ὕδωρ bbox=[800, 677, 960, 689]
section-heading: ΛΗΣΤΕΙΑ ΑΝΑΣΗΛΑΤΟΥ bbox=[26, 807, 264, 827]
divider bbox=[272, 229, 510, 231]
headline-goudi: ΑΙ ΧΘΕΣΙΝΑΙ ΑΣΚΗΣΕΙΣ ΕΙΣ ΤΟ ΓΟΥΔΗ bbox=[1104, 876, 1468, 939]
article-paragraph: Κύριε Ὑπουργὲ τῶν Οἰκονομικῶν, Ὁ ἐνοικιάσας μέρος τῶν Λατομείων τῆς Πειραϊκῆς Χερσονήσου Σπῦρος Φώκας ἐξ ἀφορμῆς ὑπὸ τῶν ἐκτάσεων ἐνοικιάσεων ἀπὸ τὸ Δημόσιον ἄλλὰ ἐκμεταλλεύεται καταχρηστικῶς καὶ τὰ ἄλλα τετράγωνα τὰ μὴ ἐνοικιασθέντα παρ' αὐτοῦ. bbox=[518, 103, 756, 195]
doctor-name: ΣΠΗΛΙΟΣ bbox=[818, 1037, 942, 1071]
side-heading: Η ΕΚΔΡΟΜΗ bbox=[104, 663, 186, 678]
auction-text: Τὴν προσεχῆ Κυριακὴν 7 ἐρχόμενος καὶ ὥραν 10ην π. μ. θὰ ἐκποιηθῶσιν ἐν τῇ οἰκίᾳ τῇ κειμένῃ εἰς τὴν δημοσίᾳ πλειστηριασμῷ διάφορα ἔπιπλα καινουργῆ καὶ μεταχειρισμένα, ἤτοι Ντουλάπες, Κομμό, Γραφεία, Βιβλιοθήκαι, Μπουφέδες, Καθέκλαι, Καθρέπται, Κανάπεδα, Τάπητες Περσικοὶ καὶ Τουρκικοὶ, Τραπεζομάνδηλα. bbox=[518, 942, 756, 1047]
divider bbox=[26, 929, 264, 931]
divider bbox=[272, 1501, 510, 1502]
article-paragraph: Ἡ χθεσινὴ ἡμέρα ἐπικύρωσε τελείως τὰ ὅσα μέχρι τοῦδε ἐγράψαμεν περὶ τῆς προόδου τῶν ἀσκήσεων, τῆς ἀντιλήψεως τῶν ἀξιωματικῶν καὶ τοῦ ἐνθουσιασμοῦ τοῦ στρατοῦ. Ἡ ἐπιθεώρησις τοῦ Διαδόχου ἦτο αὐστηρά. bbox=[1004, 1018, 1281, 1084]
doctor-description: Ἐν τῇ τελείᾳ ὀφθαλμολογικῇ του Κλινικῇ ἐγχειρίζει μὲ τὰς τελειοτέρας τῆς ἐπιστήμης μεθόδους: Τραχώματα, Καταρράκτην, Τραχείαι, δακρυορροίας, τὸν Στραβισμὸν, χορηγεῖ δὲ καὶ γυαλιὰ κατάλληλα. bbox=[764, 1198, 996, 1277]
headline-manoeuvres: ΤΑ ΜΕΓΑΛΑ ΓΥΜΝΑΣΙΑ bbox=[1170, 774, 1402, 878]
advertisement-text: Συνέστη εὐρωπαϊκώτατον Βουστάσιον ἐν Σεπολίοις τῆς Κολωνοῦ ὑπὸ τοὺς ὑποστηλώτους κτηνιάτρου τοῦ Ἀθηνῶν Σπυρίδωνος Τζιώτου ὅπερ θ' εἶναι πολὺ ἐπὶ τῆς Λεωφόρου Ἀχαρνῶν εἰς 40 λεπτ. τὴν ὀκᾶ. Παρέχει δὲ τὸ γάλα καθαρὸν καὶ ἀνόθευτον πρὸς τοὺς κατοίκους τῆς πόλεως. bbox=[518, 1387, 756, 1480]
section-heading: ΔΙΑΤΡΙΒΑΙ bbox=[580, 76, 694, 100]
section-heading: ΘΕΑΤΡΑ bbox=[322, 756, 460, 790]
article-paragraph: ὅτι ἡ ἀστυνομία συνέλαβε τὸν ἐν Βιεννήτης τοῦ «Κουντάλ» καὶ τὸν διευθυντὴν τοῦ «Φάρου Θεσσαλονίκης». bbox=[1291, 301, 1568, 341]
section-heading: ΑΙ ΑΝΑΚΡΙΣΕΙΣ bbox=[309, 235, 473, 260]
